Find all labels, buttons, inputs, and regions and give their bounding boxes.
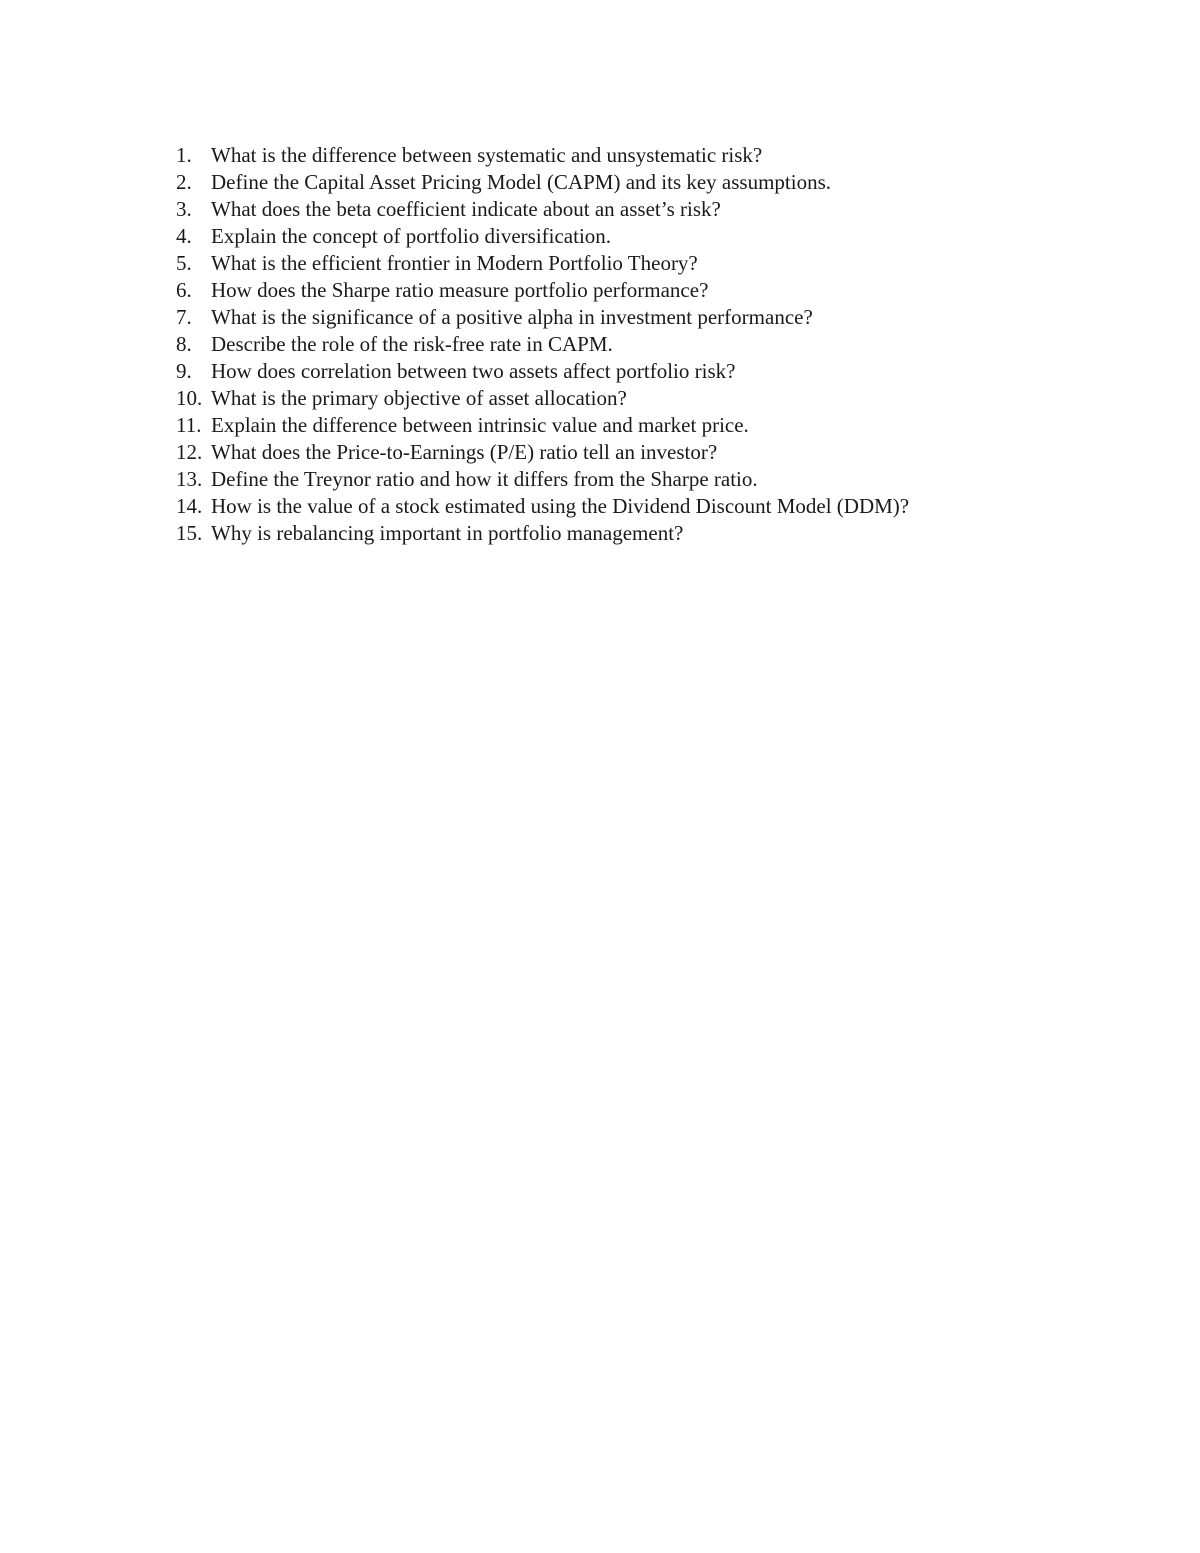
question-text: Define the Treynor ratio and how it differs from the Sharpe ratio. [211, 467, 758, 491]
question-text: How does correlation between two assets affect portfolio risk? [211, 359, 736, 383]
question-text: Why is rebalancing important in portfolio management? [211, 521, 684, 545]
list-item [176, 412, 1166, 439]
list-item [176, 277, 1166, 304]
list-item [176, 439, 1166, 466]
question-number: 7. [176, 305, 192, 329]
question-number: 8. [176, 332, 192, 356]
list-item [176, 196, 1166, 223]
question-text: How is the value of a stock estimated using the Dividend Discount Model (DDM)? [211, 494, 910, 518]
list-item [176, 331, 1166, 358]
question-text: How does the Sharpe ratio measure portfolio performance? [211, 278, 709, 302]
list-item [176, 142, 1166, 169]
question-text: What is the primary objective of asset allocation? [211, 386, 627, 410]
question-number: 11. [176, 413, 202, 437]
question-text: What does the beta coefficient indicate about an asset’s risk? [211, 197, 721, 221]
question-number: 2. [176, 170, 192, 194]
question-number: 4. [176, 224, 192, 248]
list-item [176, 304, 1166, 331]
list-item [176, 250, 1166, 277]
question-number: 9. [176, 359, 192, 383]
question-text: Explain the difference between intrinsic value and market price. [211, 413, 749, 437]
question-text: What is the difference between systematic and unsystematic risk? [211, 143, 763, 167]
question-number: 10. [176, 386, 203, 410]
question-text: What is the efficient frontier in Modern Portfolio Theory? [211, 251, 698, 275]
list-item [176, 520, 1166, 547]
question-number: 1. [176, 143, 192, 167]
list-item [176, 223, 1166, 250]
list-item [176, 466, 1166, 493]
question-text: What does the Price-to-Earnings (P/E) ratio tell an investor? [211, 440, 718, 464]
list-item [176, 358, 1166, 385]
list-item [176, 169, 1166, 196]
list-item [176, 385, 1166, 412]
question-number: 6. [176, 278, 192, 302]
question-number: 15. [176, 521, 203, 545]
question-number: 14. [176, 494, 203, 518]
list-item [176, 493, 1166, 520]
question-number: 13. [176, 467, 203, 491]
question-list [176, 142, 1166, 547]
question-number: 12. [176, 440, 203, 464]
question-number: 3. [176, 197, 192, 221]
question-text: Define the Capital Asset Pricing Model (CAPM) and its key assumptions. [211, 170, 832, 194]
question-number: 5. [176, 251, 192, 275]
question-text: Describe the role of the risk-free rate in CAPM. [211, 332, 613, 356]
question-text: Explain the concept of portfolio diversification. [211, 224, 612, 248]
question-text: What is the significance of a positive alpha in investment performance? [211, 305, 813, 329]
